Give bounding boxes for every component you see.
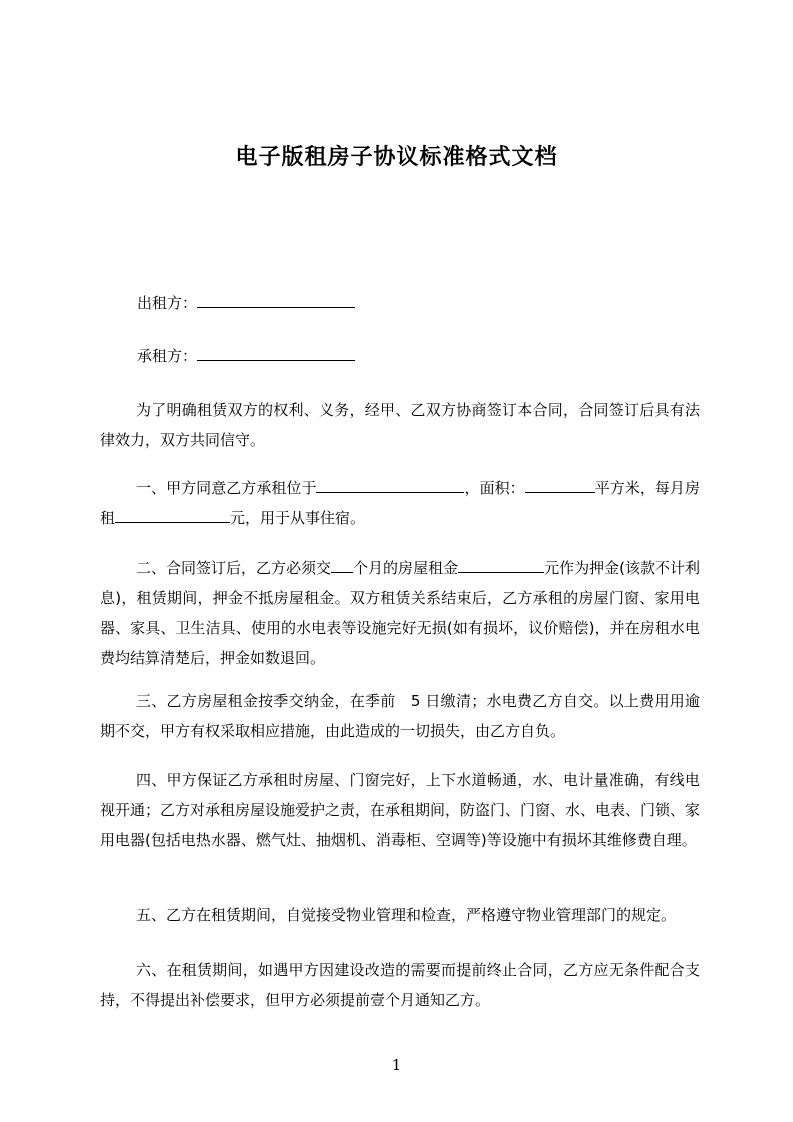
- clause-1: [100, 473, 700, 533]
- lessor-field: [137, 292, 355, 313]
- clause-1-part-c: 平方米，每月房租: [100, 479, 700, 527]
- clause-3: 三、乙方房屋租金按季交纳金，在季前 5 日缴清；水电费乙方自交。以上费用用逾期不交，甲方有权采取相应措施，由此造成的一切损失，由乙方自负。: [100, 692, 700, 740]
- page-number: 1: [391, 1056, 402, 1074]
- clause-1-part-d: 元，用于从事住宿。: [230, 509, 366, 527]
- clause-2-part-a: 二、合同签订后，乙方必须交: [136, 559, 332, 577]
- lessor-label: 出租方：: [137, 294, 198, 312]
- clause-5: 五、乙方在租赁期间，自觉接受物业管理和检查，严格遵守物业管理部门的规定。: [136, 906, 677, 924]
- clause-2-part-b: 个月的房屋租金: [353, 559, 459, 577]
- clause-2: [100, 553, 700, 673]
- lessee-blank: [197, 346, 355, 361]
- area-blank: [525, 478, 595, 493]
- lessor-blank: [197, 293, 355, 308]
- address-blank: [316, 478, 464, 493]
- clause-1-part-b: ，面积：: [464, 479, 525, 497]
- clause-4: 四、甲方保证乙方承租时房屋、门窗完好，上下水道畅通，水、电计量准确，有线电视开通；乙方对承租房屋设施爱护之责，在承租期间，防盗门、门窗、水、电表、门锁、家用电器(包括电热水器、燃气灶、抽烟机、消毒柜、空调等)等设施中有损坏其维修费自理。: [100, 771, 701, 849]
- lessee-label: 承租方：: [137, 347, 198, 365]
- clause-6: 六、在租赁期间，如遇甲方因建设改造的需要而提前终止合同，乙方应无条件配合支持，不得提出补偿要求，但甲方必须提前壹个月通知乙方。: [100, 961, 700, 1009]
- intro-paragraph: 为了明确租赁双方的权利、义务，经甲、乙双方协商签订本合同，合同签订后具有法律效力，双方共同信守。: [100, 401, 700, 449]
- document-title: 电子版租房子协议标准格式文档: [235, 145, 558, 170]
- lessee-field: [137, 345, 355, 366]
- clause-2-part-c: 元作为押金(该款不计利息)，租赁期间，押金不抵房屋租金。双方租赁关系结束后，乙方承租的房屋门窗、家用电器、家具、卫生洁具、使用的水电表等设施完好无损(如有损坏，议价赔偿)，并在房租水电费均结算清楚后，押金如数退回。: [100, 559, 700, 667]
- rent-blank: [115, 508, 230, 523]
- clause-1-part-a: 一、甲方同意乙方承租位于: [136, 479, 317, 497]
- deposit-blank: [458, 558, 544, 573]
- months-blank: [331, 558, 353, 573]
